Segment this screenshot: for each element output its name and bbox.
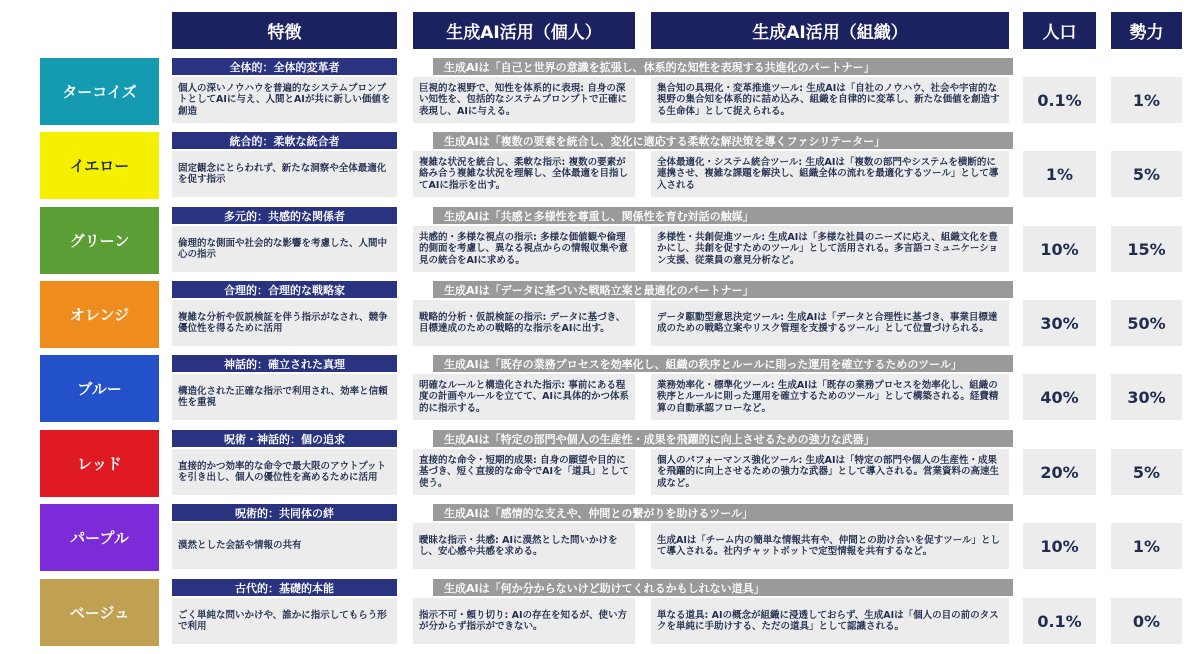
population-value: 30% <box>1023 300 1096 346</box>
org-cell <box>651 374 1009 420</box>
influence-value: 15% <box>1111 226 1182 272</box>
table-row <box>0 579 1200 646</box>
header-personal: 生成AI活用（個人） <box>413 12 635 49</box>
table-row <box>0 504 1200 571</box>
trait-cell <box>172 151 397 197</box>
level-label: グリーン <box>40 207 159 274</box>
trait-text: 構造化された正確な指示で利用され、効率と信頼性を重視 <box>178 385 388 408</box>
table-row <box>0 355 1200 422</box>
trait-cell <box>172 449 397 495</box>
personal-text: 曖昧な指示・共感: AIに漠然とした問いかけをし、安心感や共感を求める。 <box>419 534 618 557</box>
table-row <box>0 58 1200 125</box>
org-text: 全体最適化・システム統合ツール: 生成AIは「複数の部門やシステムを横断的に連携させ、複雑な課題を解決し、組織全体の流れを最適化するツール」として導入される <box>657 156 999 191</box>
personal-cell <box>413 598 635 644</box>
org-cell <box>651 598 1009 644</box>
personal-text: 巨視的な視野で、知性を体系的に表現: 自身の深い知性を、包括的なシステムプロンプトで正確に表現し、AIに与える。 <box>419 82 628 117</box>
org-text: データ駆動型意思決定ツール: 生成AIは「データと合理性に基づき、事業目標達成のための戦略立案やリスク管理を支援するツール」として位置づけられる。 <box>657 311 998 334</box>
level-label: イエロー <box>40 132 159 199</box>
row-subtitle: 合理的：合理的な戦略家 <box>172 281 397 298</box>
personal-cell <box>413 374 635 420</box>
population-value: 40% <box>1023 374 1096 420</box>
org-cell <box>651 151 1009 197</box>
population-value: 1% <box>1023 151 1096 197</box>
personal-cell <box>413 523 635 569</box>
row-subtitle: 神話的：確立された真理 <box>172 355 397 372</box>
header-influence: 勢力 <box>1111 12 1182 49</box>
org-text: 集合知の具現化・変革推進ツール: 生成AIは「自社のノウハウ、社会や宇宙的な視野の集合知を体系的に詰め込み、組織を自律的に変革し、新たな価値を創造する生命体」として捉えられる。 <box>657 82 1000 117</box>
influence-value: 1% <box>1111 523 1182 569</box>
trait-cell <box>172 300 397 346</box>
trait-text: 個人の深いノウハウを普遍的なシステムプロンプトとしてAIに与え、人間とAIが共に新しい価値を創造 <box>178 82 391 117</box>
trait-cell <box>172 226 397 272</box>
org-text: 単なる道具: AIの概念が組織に浸透しておらず、生成AIは「個人の目の前のタスクを単純に手助けする、ただの道具」として認識される。 <box>657 609 999 632</box>
org-text: 個人のパフォーマンス強化ツール: 生成AIは「特定の部門や個人の生産性・成果を飛躍的に向上させるための強力な武器」として導入される。営業資料の高速生成など。 <box>657 454 1000 489</box>
level-label: オレンジ <box>40 281 159 348</box>
ai-role-banner: 生成AIは「複数の要素を統合し、変化に適応する柔軟な解決策を導くファシリテーター」 <box>433 132 1013 149</box>
personal-text: 複雑な状況を統合し、柔軟な指示: 複数の要素が絡み合う複雑な状況を理解し、全体最適を目指してAIに指示を出す。 <box>419 156 629 191</box>
row-subtitle: 統合的：柔軟な統合者 <box>172 132 397 149</box>
personal-text: 戦略的分析・仮説検証の指示: データに基づき、目標達成のための戦略的な指示をAIに出す。 <box>419 311 626 334</box>
table-row <box>0 281 1200 348</box>
row-subtitle: 古代的：基礎的本能 <box>172 579 397 596</box>
trait-text: 固定観念にとらわれず、新たな洞察や全体最適化を促す指示 <box>178 162 387 185</box>
trait-text: 漠然とした会話や情報の共有 <box>178 540 302 552</box>
row-subtitle: 呪術的：共同体の絆 <box>172 504 397 521</box>
population-value: 10% <box>1023 226 1096 272</box>
personal-text: 指示不可・頼り切り: AIの存在を知るが、使い方が分からず指示ができない。 <box>419 609 627 632</box>
row-subtitle: 多元的：共感的な関係者 <box>172 207 397 224</box>
org-text: 多様性・共創促進ツール: 生成AIは「多様な社員のニーズに応え、組織文化を豊かにし、共創を促すためのツール」として活用される。多言語コミュニケーション支援、従業員の意見分析など。 <box>657 231 999 266</box>
org-cell <box>651 300 1009 346</box>
org-cell <box>651 449 1009 495</box>
table-row <box>0 430 1200 497</box>
trait-cell <box>172 598 397 644</box>
ai-role-banner: 生成AIは「共感と多様性を尊重し、関係性を育む対話の触媒」 <box>433 207 1013 224</box>
org-cell <box>651 77 1009 123</box>
row-subtitle: 呪術・神話的：個の追求 <box>172 430 397 447</box>
header-population: 人口 <box>1023 12 1096 49</box>
org-text: 業務効率化・標準化ツール: 生成AIは「既存の業務プロセスを効率化し、組織の秩序とルールに則った運用を確立するためのツール」として構築される。経費精算の自動承認フローなど。 <box>657 379 999 414</box>
level-label: ターコイズ <box>40 58 159 125</box>
influence-value: 50% <box>1111 300 1182 346</box>
influence-value: 0% <box>1111 598 1182 644</box>
trait-text: 複雑な分析や仮説検証を伴う指示がなされ、競争優位性を得るために活用 <box>178 311 388 334</box>
trait-cell <box>172 523 397 569</box>
influence-value: 5% <box>1111 151 1182 197</box>
influence-value: 5% <box>1111 449 1182 495</box>
population-value: 10% <box>1023 523 1096 569</box>
personal-cell <box>413 151 635 197</box>
personal-cell <box>413 449 635 495</box>
level-label: レッド <box>40 430 159 497</box>
personal-cell <box>413 226 635 272</box>
personal-text: 共感的・多様な視点の指示: 多様な価値観や倫理的側面を考慮し、異なる視点からの情報収集や意見の統合をAIに求める。 <box>419 231 629 266</box>
trait-cell <box>172 374 397 420</box>
influence-value: 30% <box>1111 374 1182 420</box>
personal-text: 明確なルールと構造化された指示: 事前にある程度の計画やルールを立てて、AIに具体的かつ体系的に指示する。 <box>419 379 630 414</box>
table-row <box>0 132 1200 199</box>
ai-role-banner: 生成AIは「感情的な支えや、仲間との繋がりを助けるツール」 <box>433 504 1013 521</box>
ai-role-banner: 生成AIは「既存の業務プロセスを効率化し、組織の秩序とルールに則った運用を確立するためのツール」 <box>433 355 1013 372</box>
ai-role-banner: 生成AIは「何か分からないけど助けてくれるかもしれない道具」 <box>433 579 1013 596</box>
influence-value: 1% <box>1111 77 1182 123</box>
personal-cell <box>413 77 635 123</box>
personal-cell <box>413 300 635 346</box>
personal-text: 直接的な命令・短期的成果: 自身の願望や目的に基づき、短く直接的な命令でAIを「道具」として使う。 <box>419 454 630 489</box>
level-label: ベージュ <box>40 579 159 646</box>
row-subtitle: 全体的：全体的変革者 <box>172 58 397 75</box>
trait-text: 直接的かつ効率的な命令で最大限のアウトプットを引き出し、個人の優位性を高めるために活用 <box>178 460 387 483</box>
ai-role-banner: 生成AIは「特定の部門や個人の生産性・成果を飛躍的に向上させるための強力な武器」 <box>433 430 1013 447</box>
population-value: 0.1% <box>1023 77 1096 123</box>
ai-role-banner: 生成AIは「データに基づいた戦略立案と最適化のパートナー」 <box>433 281 1013 298</box>
org-cell <box>651 523 1009 569</box>
population-value: 20% <box>1023 449 1096 495</box>
level-label: ブルー <box>40 355 159 422</box>
population-value: 0.1% <box>1023 598 1096 644</box>
header-traits: 特徴 <box>172 12 397 49</box>
trait-cell <box>172 77 397 123</box>
org-cell <box>651 226 1009 272</box>
level-label: パープル <box>40 504 159 571</box>
trait-text: ごく単純な問いかけや、誰かに指示してもらう形で利用 <box>178 609 387 632</box>
table-row <box>0 207 1200 274</box>
header-org: 生成AI活用（組織） <box>651 12 1009 49</box>
ai-role-banner: 生成AIは「自己と世界の意識を拡張し、体系的な知性を表現する共進化のパートナー」 <box>433 58 1013 75</box>
org-text: 生成AIは「チーム内の簡単な情報共有や、仲間との助け合いを促すツール」として導入される。社内チャットボットで定型情報を共有するなど。 <box>657 534 1001 557</box>
trait-text: 倫理的な側面や社会的な影響を考慮した、人間中心の指示 <box>178 237 388 260</box>
